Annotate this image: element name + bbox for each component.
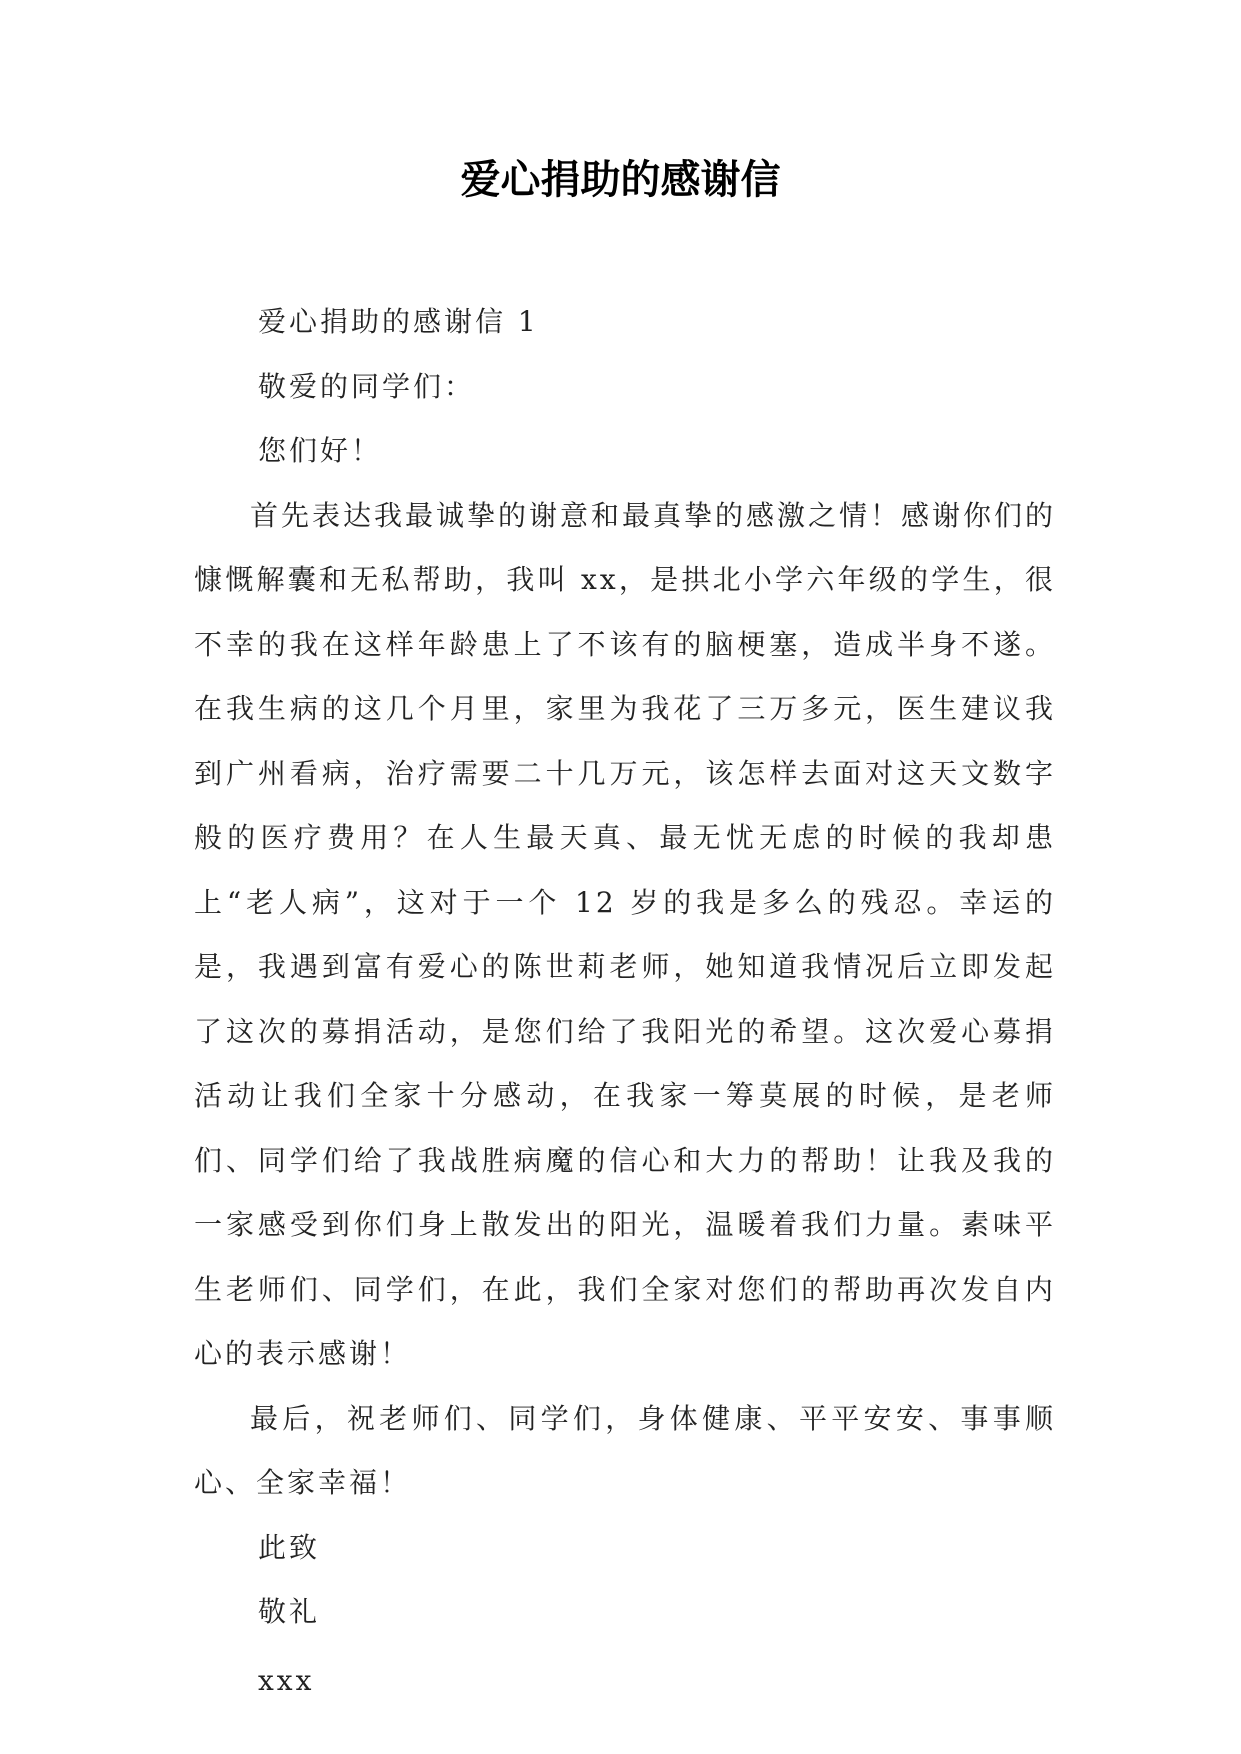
letter-salutation: 敬爱的同学们： xyxy=(258,369,476,403)
letter-paragraph: 首先表达我最诚挚的谢意和最真挚的感激之情！感谢你们的慷慨解囊和无私帮助，我叫 xx，是拱北小学六年级的学生，很不幸的我在这样年龄患上了不该有的脑梗塞，造成半身不遂。在我生病的这几个月里，家里为我花了三万多元，医生建议我到广州看病，治疗需要二十几万元，该怎样去面对这天文数字般的医疗费用？在人生最天真、最无忧无虑的时候的我却患上“老人病”，这对于一个 12 岁的我是多么的残忍。幸运的是，我遇到富有爱心的陈世莉老师，她知道我情况后立即发起了这次的募捐活动，是您们给了我阳光的希望。这次爱心募捐活动让我们全家十分感动，在我家一筹莫展的时候，是老师们、同学们给了我战胜病魔的信心和大力的帮助！让我及我的一家感受到你们身上散发出的阳光，温暖着我们力量。素味平生老师们、同学们，在此，我们全家对您们的帮助再次发自内心的表示感谢！ xyxy=(194,498,1057,1370)
letter-body xyxy=(194,290,1056,1713)
letter-signature: xxx xyxy=(258,1663,315,1697)
letter-closing: 敬礼 xyxy=(258,1595,321,1628)
document-title: 爱心捐助的感谢信 xyxy=(460,157,781,203)
letter-greeting: 您们好！ xyxy=(258,434,383,467)
letter-subtitle: 爱心捐助的感谢信 1 xyxy=(258,305,539,338)
letter-paragraph: 最后，祝老师们、同学们，身体健康、平平安安、事事顺心、全家幸福！ xyxy=(194,1401,1056,1499)
letter-closing: 此致 xyxy=(258,1530,321,1564)
